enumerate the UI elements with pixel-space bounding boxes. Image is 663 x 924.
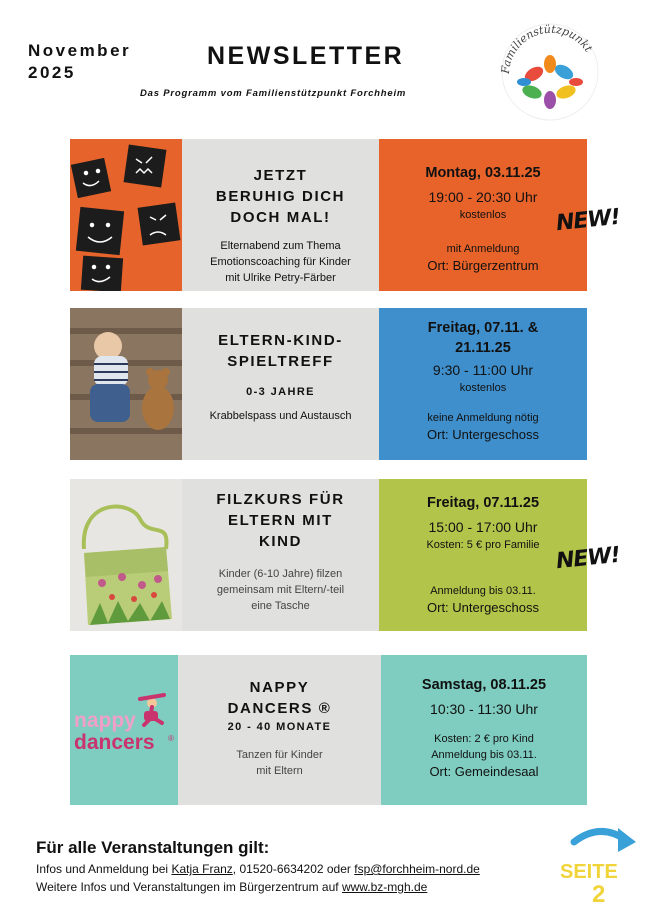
footer-contact-line <box>36 862 480 876</box>
event-card-emotion-coaching <box>70 139 587 291</box>
new-badge: NEW! <box>554 542 621 575</box>
website-link[interactable]: www.bz-mgh.de <box>341 880 428 894</box>
event-registration: mit Anmeldung <box>446 243 520 255</box>
event-date: Montag, 03.11.25 <box>425 165 541 181</box>
desc-line: Kinder (6-10 Jahre) filzen <box>218 568 343 580</box>
event-registration: Anmeldung bis 03.11. <box>430 585 536 597</box>
year-label: 2025 <box>28 63 76 82</box>
event-info <box>182 479 379 631</box>
footer-text: Weitere Infos und Veranstaltungen im Bürgerzentrum auf <box>36 880 342 894</box>
event-location: Ort: Bürgerzentrum <box>427 258 539 273</box>
title-line: FILZKURS FÜR <box>216 491 345 508</box>
event-cost: Kosten: 2 € pro Kind <box>434 733 534 745</box>
event-time: 15:00 - 17:00 Uhr <box>428 519 538 535</box>
event-title <box>178 677 381 719</box>
title-line: ELTERN MIT <box>228 512 333 529</box>
event-time: 10:30 - 11:30 Uhr <box>430 701 538 717</box>
event-registration: Anmeldung bis 03.11. <box>431 749 537 761</box>
event-description <box>182 238 379 286</box>
event-info <box>182 139 379 291</box>
event-title <box>182 330 379 372</box>
title-line: ELTERN-KIND- <box>218 332 343 349</box>
desc-line: Elternabend zum Thema <box>220 240 341 252</box>
newsletter-month <box>28 40 131 84</box>
footer-text: Infos und Anmeldung bei <box>36 862 172 876</box>
event-location: Ort: Untergeschoss <box>427 427 539 442</box>
title-line: SPIELTREFF <box>227 353 334 370</box>
event-title <box>182 165 379 228</box>
date-line: Freitag, 07.11. & <box>427 320 539 336</box>
contact-name-link[interactable]: Katja Franz <box>171 862 233 876</box>
event-date: Freitag, 07.11.25 <box>426 495 540 511</box>
page-title: NEWSLETTER <box>207 42 405 70</box>
event-cost: Kosten: 5 € pro Familie <box>426 539 540 551</box>
nappy-dancers-logo <box>70 655 178 805</box>
desc-line: gemeinsam mit Eltern/-teil <box>216 584 345 596</box>
event-location: Ort: Untergeschoss <box>427 600 539 615</box>
title-line: JETZT <box>253 167 308 184</box>
event-description <box>182 566 379 614</box>
footer-heading: Für alle Veranstaltungen gilt: <box>36 838 270 857</box>
title-line: KIND <box>258 533 303 550</box>
logo-word-nappy: nappy <box>74 709 136 732</box>
desc-line: Tanzen für Kinder <box>236 749 323 761</box>
event-cost: kostenlos <box>459 209 507 221</box>
page-subtitle: Das Programm vom Familienstützpunkt Forchheim <box>140 88 407 99</box>
event-description <box>178 747 381 779</box>
event-age: 20 - 40 MONATE <box>227 721 332 733</box>
event-card-filzkurs <box>70 479 587 631</box>
footer-text: , 01520-6634202 oder <box>232 862 355 876</box>
desc-line: eine Tasche <box>251 600 310 612</box>
title-line: DOCH MAL! <box>230 209 331 226</box>
logo-word-dancers: dancers <box>74 731 155 754</box>
title-line: NAPPY <box>249 679 310 696</box>
event-description: Krabbelspass und Austausch <box>209 410 352 422</box>
page-label: SEITE <box>560 861 618 883</box>
event-card-nappy-dancers <box>70 655 587 805</box>
title-line: DANCERS ® <box>227 700 332 717</box>
event-info <box>182 308 379 460</box>
event-time: 9:30 - 11:00 Uhr <box>432 362 534 378</box>
title-line: BERUHIG DICH <box>215 188 346 205</box>
toddler-teddy-photo <box>70 308 182 460</box>
event-registration: keine Anmeldung nötig <box>427 412 539 424</box>
event-info <box>178 655 381 805</box>
email-link[interactable]: fsp@forchheim-nord.de <box>354 862 480 876</box>
event-card-eltern-kind-spieltreff <box>70 308 587 460</box>
event-date: Samstag, 08.11.25 <box>421 677 547 693</box>
emotion-cubes-photo <box>70 139 182 291</box>
event-cost: kostenlos <box>459 382 507 394</box>
event-time: 19:00 - 20:30 Uhr <box>428 189 538 205</box>
event-age: 0-3 JAHRE <box>246 386 315 398</box>
event-date <box>379 318 587 358</box>
month-label: November <box>28 41 132 60</box>
event-schedule <box>379 308 587 460</box>
event-title <box>182 489 379 552</box>
desc-line: mit Ulrike Petry-Färber <box>225 272 336 284</box>
svg-text:®: ® <box>168 734 174 743</box>
familienstuetzpunkt-logo <box>495 12 605 122</box>
next-page-button[interactable] <box>560 820 640 910</box>
page-number: 2 <box>592 881 606 908</box>
desc-line: mit Eltern <box>256 765 303 777</box>
footer-website-line <box>36 880 427 894</box>
new-badge: NEW! <box>554 204 621 237</box>
event-schedule <box>381 655 587 805</box>
desc-line: Emotionscoaching für Kinder <box>210 256 351 268</box>
svg-text:Familienstützpunkt: Familienstützpunkt <box>498 22 596 75</box>
date-line: 21.11.25 <box>455 340 511 356</box>
felt-bag-photo <box>70 479 182 631</box>
event-location: Ort: Gemeindesaal <box>429 764 539 779</box>
